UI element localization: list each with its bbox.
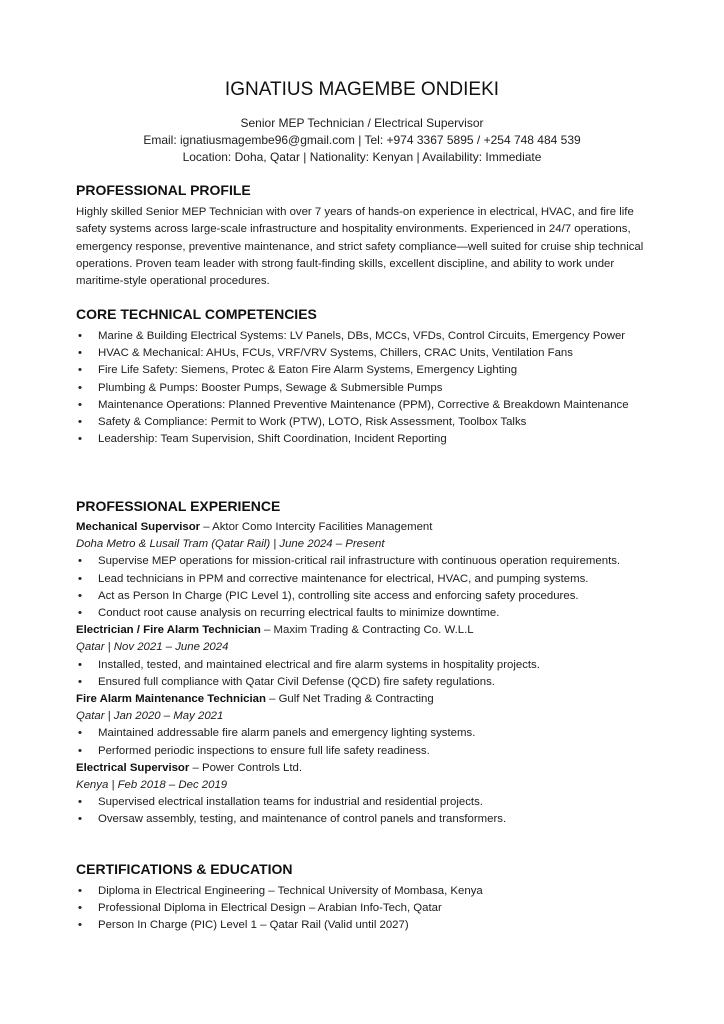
section-heading: CERTIFICATIONS & EDUCATION — [76, 861, 293, 877]
bullet-icon: • — [78, 572, 82, 585]
job-meta: Qatar | Jan 2020 – May 2021 — [76, 710, 224, 723]
list-item-text: Person In Charge (PIC) Level 1 – Qatar Rail (Valid until 2027) — [98, 919, 409, 932]
job-heading — [76, 691, 652, 708]
list-item-text: HVAC & Mechanical: AHUs, FCUs, VRF/VRV Systems, Chillers, CRAC Units, Ventilation Fans — [98, 347, 573, 360]
candidate-name: IGNATIUS MAGEMBE ONDIEKI — [224, 79, 500, 100]
section-heading: PROFESSIONAL EXPERIENCE — [76, 498, 281, 514]
job-role: Electrician / Fire Alarm Technician — [76, 624, 261, 637]
job-company: – Aktor Como Intercity Facilities Management — [200, 521, 433, 533]
bullet-icon: • — [78, 347, 82, 360]
list-item — [76, 553, 652, 570]
list-item — [76, 883, 652, 900]
list-item-text: Safety & Compliance: Permit to Work (PTW), LOTO, Risk Assessment, Toolbox Talks — [98, 416, 527, 429]
job-role: Electrical Supervisor — [76, 761, 190, 774]
list-item-text: Diploma in Electrical Engineering – Technical University of Mombasa, Kenya — [98, 885, 483, 897]
list-item-text: Act as Person In Charge (PIC Level 1), controlling site access and enforcing safety procedures. — [98, 589, 579, 602]
list-item — [76, 743, 652, 760]
list-item-text: Performed periodic inspections to ensure full life safety readiness. — [98, 744, 430, 757]
job-bullets — [76, 725, 652, 759]
list-item-text: Oversaw assembly, testing, and maintenance of control panels and transformers. — [98, 813, 507, 826]
job-bullets — [76, 794, 652, 828]
bullet-icon: • — [78, 607, 82, 620]
list-item — [76, 674, 652, 691]
bullet-icon: • — [78, 744, 82, 757]
bullet-icon: • — [78, 658, 82, 671]
bullet-icon: • — [78, 381, 82, 394]
bullet-icon: • — [78, 919, 82, 932]
section-heading: PROFESSIONAL PROFILE — [76, 182, 251, 198]
experience-section — [76, 497, 652, 829]
competencies-section — [76, 305, 652, 448]
list-item — [76, 900, 652, 917]
job-role: Mechanical Supervisor — [76, 521, 201, 533]
profile-text: Highly skilled Senior MEP Technician with over 7 years of hands-on experience in electrical, HVAC, and fire life safety systems across large-scale infrastructure and hospitality environments. Experienced in 24/7 operations, emergency response, preventive maintenance, and strict safety compliance—well suited for cruise ship technical operations. Proven team leader with strong fault-finding skills, excellent discipline, and ability to work under maritime-style operational procedures. — [76, 206, 644, 288]
job-heading — [76, 519, 652, 536]
list-item-text: Supervised electrical installation teams for industrial and residential projects. — [98, 796, 483, 809]
certifications-section — [76, 860, 652, 935]
list-item — [76, 571, 652, 588]
list-item — [76, 588, 652, 605]
bullet-icon: • — [78, 364, 82, 377]
job-entry — [76, 622, 652, 691]
bullet-icon: • — [78, 902, 82, 915]
job-meta: Doha Metro & Lusail Tram (Qatar Rail) | June 2024 – Present — [76, 538, 385, 551]
job-entry — [76, 519, 652, 622]
job-heading — [76, 622, 652, 639]
list-item — [76, 345, 652, 362]
job-bullets — [76, 657, 652, 691]
section-heading: CORE TECHNICAL COMPETENCIES — [76, 306, 317, 322]
list-item-text: Installed, tested, and maintained electrical and fire alarm systems in hospitality projects. — [98, 658, 540, 671]
job-title: Senior MEP Technician / Electrical Supervisor — [240, 116, 484, 130]
list-item-text: Supervise MEP operations for mission-critical rail infrastructure with continuous operation requirements. — [98, 555, 621, 568]
jobs-list — [76, 519, 652, 829]
list-item — [76, 431, 652, 448]
bullet-icon: • — [78, 330, 82, 342]
job-meta: Qatar | Nov 2021 – June 2024 — [76, 641, 229, 654]
bullet-icon: • — [78, 796, 82, 809]
bullet-icon: • — [78, 416, 82, 429]
list-item — [76, 362, 652, 379]
list-item-text: Conduct root cause analysis on recurring electrical faults to minimize downtime. — [98, 607, 500, 620]
job-bullets — [76, 553, 652, 622]
certifications-list — [76, 883, 652, 935]
list-item — [76, 657, 652, 674]
job-company: – Power Controls Ltd. — [189, 761, 303, 774]
bullet-icon: • — [78, 589, 82, 602]
bullet-icon: • — [78, 433, 82, 446]
list-item-text: Marine & Building Electrical Systems: LV Panels, DBs, MCCs, VFDs, Control Circuits, Emergency Power — [98, 330, 626, 342]
job-role: Fire Alarm Maintenance Technician — [76, 693, 266, 706]
bullet-icon: • — [78, 813, 82, 826]
list-item — [76, 380, 652, 397]
list-item-text: Plumbing & Pumps: Booster Pumps, Sewage & Submersible Pumps — [98, 381, 443, 394]
list-item — [76, 397, 652, 414]
bullet-icon: • — [78, 675, 82, 688]
list-item-text: Maintenance Operations: Planned Preventive Maintenance (PPM), Corrective & Breakdown Maintenance — [98, 398, 629, 411]
bullet-icon: • — [78, 727, 82, 740]
bullet-icon: • — [78, 555, 82, 568]
location-line: Location: Doha, Qatar | Nationality: Kenyan | Availability: Immediate — [182, 150, 542, 164]
job-heading — [76, 760, 652, 777]
list-item — [76, 414, 652, 431]
list-item — [76, 725, 652, 742]
list-item-text: Fire Life Safety: Siemens, Protec & Eaton Fire Alarm Systems, Emergency Lighting — [98, 364, 518, 377]
bullet-icon: • — [78, 398, 82, 411]
job-entry — [76, 691, 652, 760]
list-item — [76, 917, 652, 934]
list-item — [76, 794, 652, 811]
list-item-text: Maintained addressable fire alarm panels and emergency lighting systems. — [98, 727, 476, 740]
list-item-text: Lead technicians in PPM and corrective maintenance for electrical, HVAC, and pumping systems. — [98, 572, 589, 585]
list-item-text: Professional Diploma in Electrical Design – Arabian Info-Tech, Qatar — [98, 902, 442, 915]
competencies-list — [76, 328, 652, 448]
list-item — [76, 605, 652, 622]
contact-line: Email: ignatiusmagembe96@gmail.com | Tel: +974 3367 5895 / +254 748 484 539 — [143, 133, 581, 147]
profile-section — [76, 181, 652, 290]
list-item-text: Ensured full compliance with Qatar Civil Defense (QCD) fire safety regulations. — [98, 675, 495, 688]
job-meta: Kenya | Feb 2018 – Dec 2019 — [76, 779, 228, 792]
list-item — [76, 811, 652, 828]
contact-block — [0, 115, 724, 166]
job-entry — [76, 760, 652, 829]
job-company: – Gulf Net Trading & Contracting — [265, 693, 434, 706]
list-item-text: Leadership: Team Supervision, Shift Coordination, Incident Reporting — [98, 433, 447, 446]
list-item — [76, 328, 652, 345]
job-company: – Maxim Trading & Contracting Co. W.L.L — [260, 624, 474, 637]
bullet-icon: • — [78, 885, 82, 897]
